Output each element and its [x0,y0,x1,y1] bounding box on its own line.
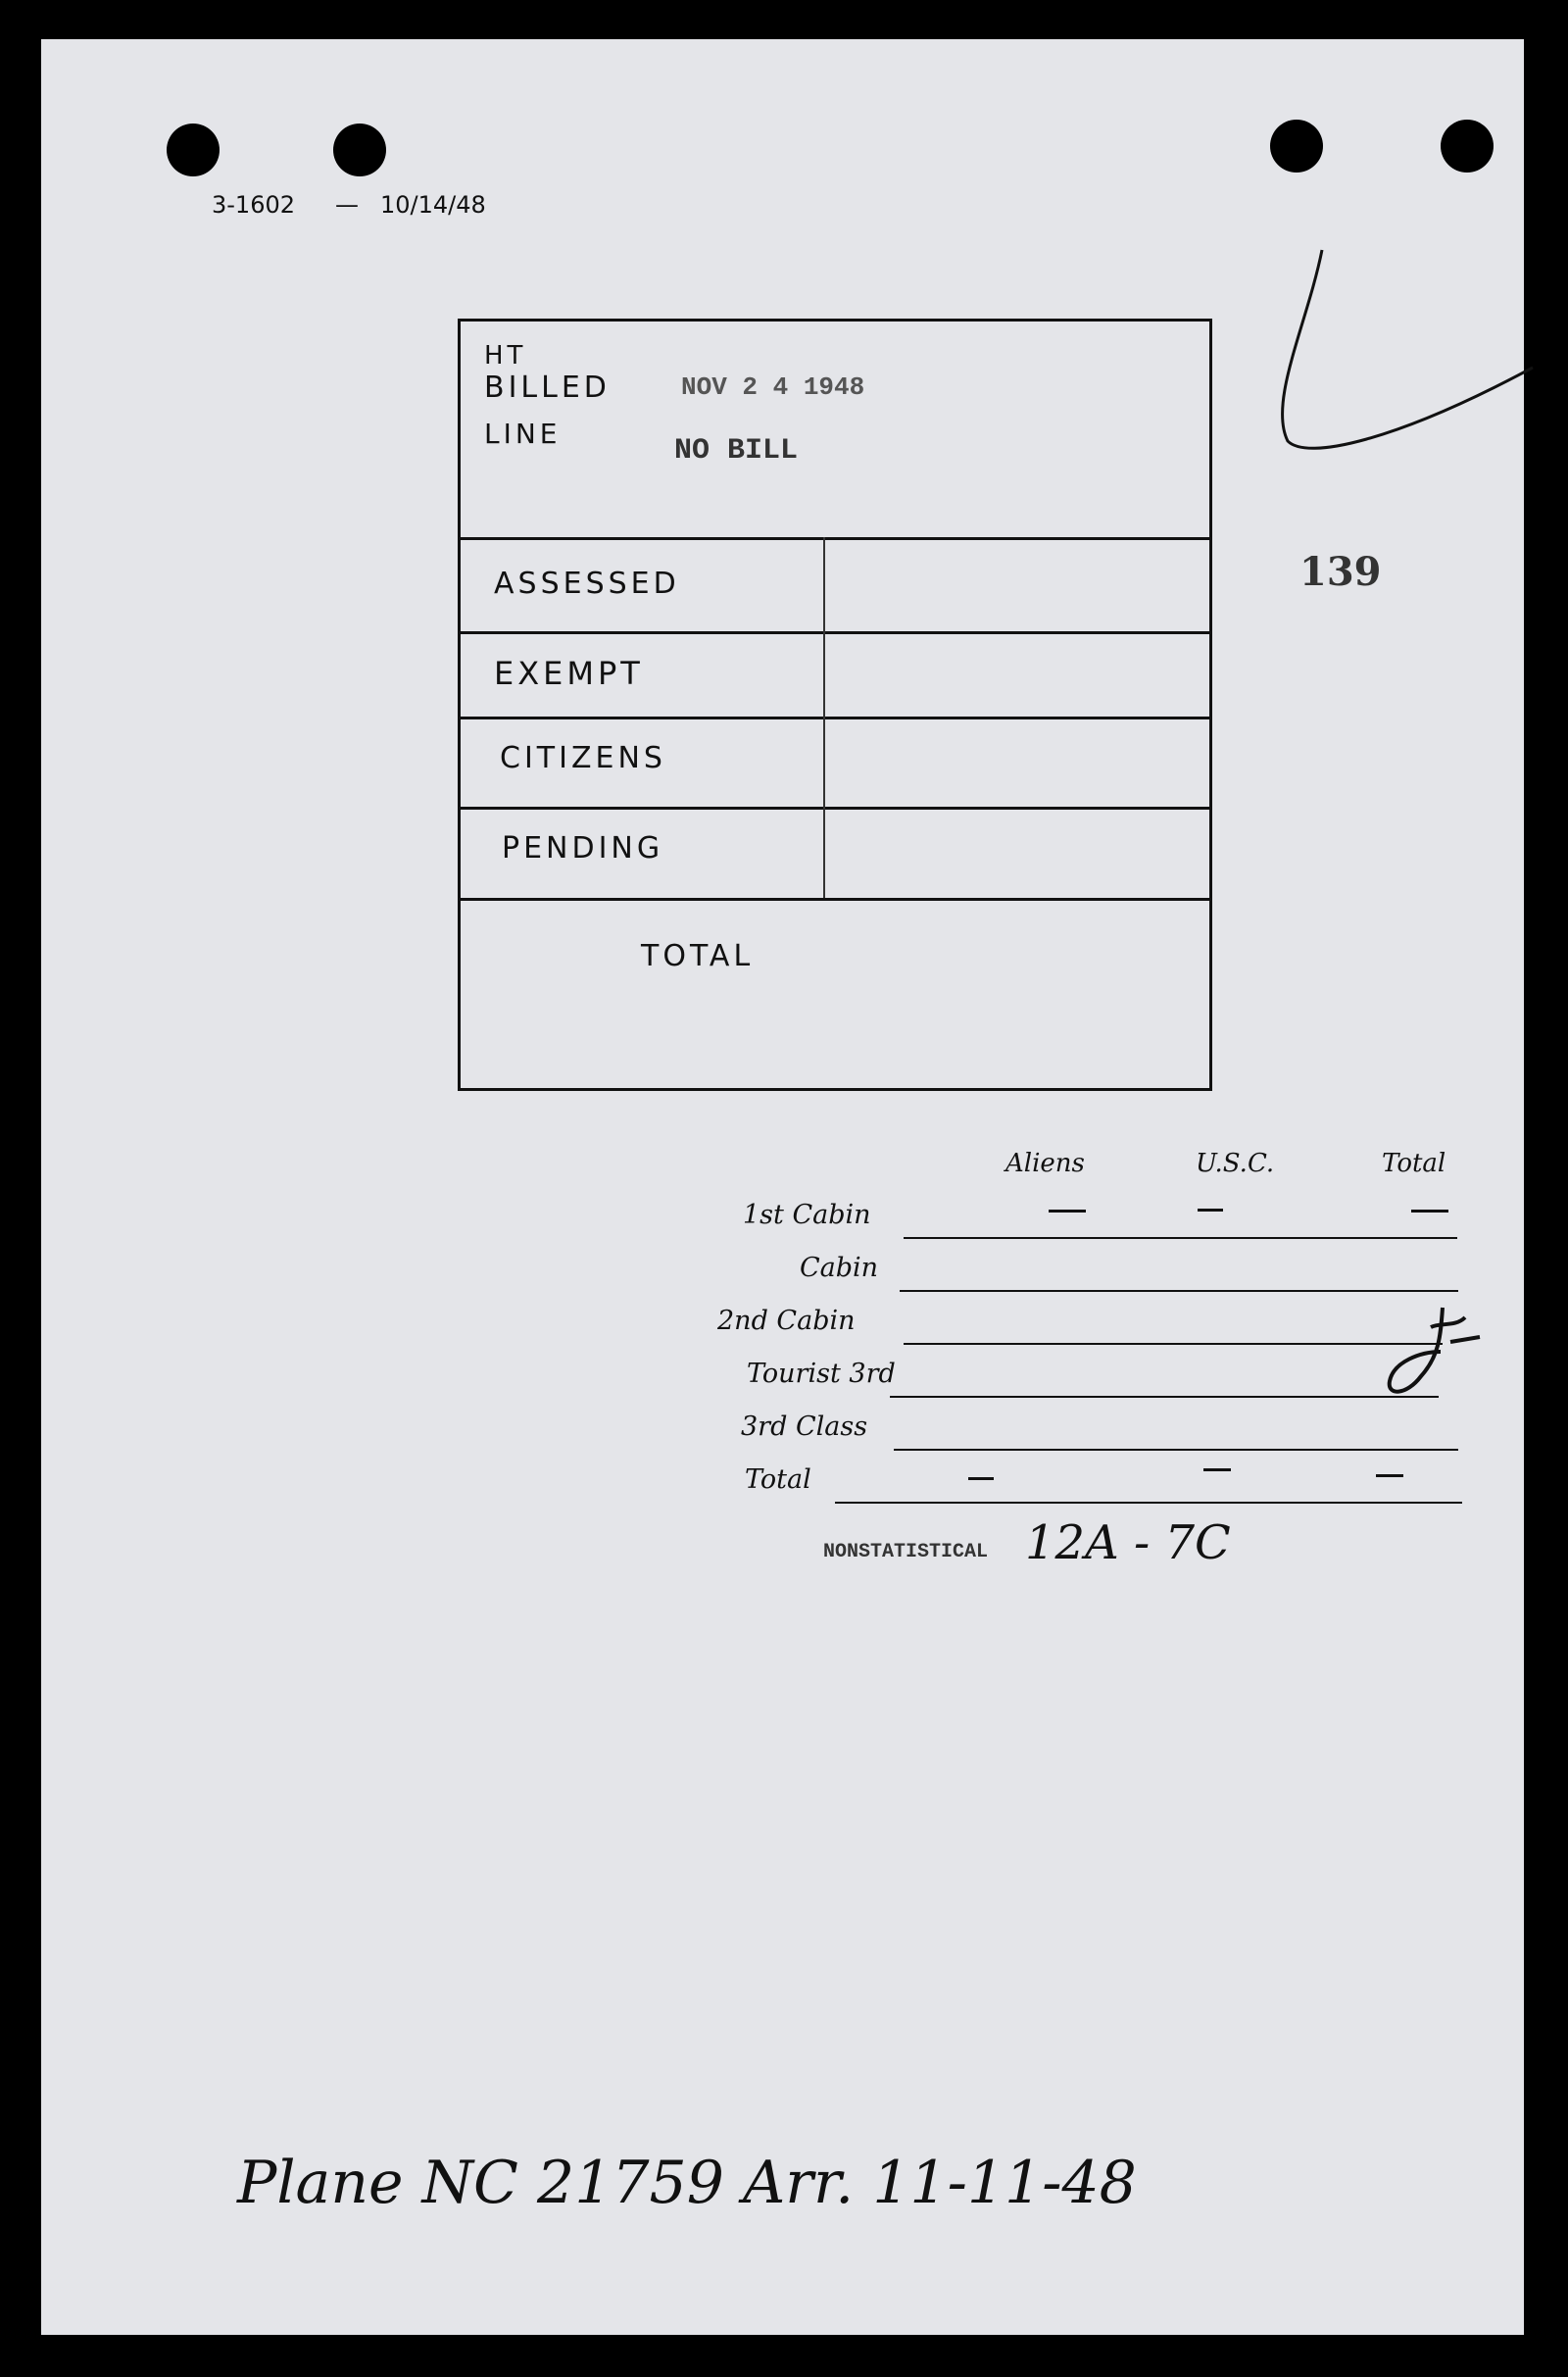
box-divider-2 [461,717,1209,719]
plane-arrival-note: Plane NC 21759 Arr. 11-11-48 [237,2149,1137,2217]
initials-signature-icon [1382,1298,1490,1415]
exempt-label: EXEMPT [494,655,644,692]
dash-total-total [1376,1474,1403,1477]
form-number: 3-1602 [212,191,296,219]
dash-aliens-total [968,1477,994,1480]
assessed-label: ASSESSED [494,567,680,601]
dash-total-1 [1411,1210,1448,1213]
date-separator: — [335,191,359,219]
row-label-1st-cabin: 1st Cabin [743,1200,871,1230]
ht-label: HT [484,341,527,371]
punch-hole-right-2 [1441,120,1494,173]
citizens-label: CITIZENS [500,741,666,775]
billed-label: BILLED [484,371,611,405]
column-header-usc: U.S.C. [1196,1149,1275,1178]
punch-hole-left-2 [333,124,386,176]
row-label-tourist-3rd: Tourist 3rd [747,1359,896,1389]
row-label-cabin: Cabin [800,1253,879,1283]
row-rule-1st-cabin [904,1237,1457,1239]
column-header-total: Total [1382,1149,1446,1178]
box-divider-4 [461,898,1209,901]
received-date-stamp: NOV 2 4 1948 [681,372,865,402]
row-label-total: Total [745,1464,811,1495]
pending-label: PENDING [502,831,664,866]
row-rule-3rd-class [894,1449,1458,1451]
dash-usc-1 [1198,1209,1223,1212]
row-rule-total [835,1502,1462,1504]
header-date: 10/14/48 [380,191,486,219]
total-label: TOTAL [641,939,755,973]
row-rule-tourist-3rd [890,1396,1439,1398]
box-column-divider [823,537,825,898]
row-rule-2nd-cabin [904,1343,1443,1345]
line-label: LINE [484,418,562,450]
box-divider-1 [461,631,1209,634]
nonstatistical-stamp: NONSTATISTICAL [823,1541,989,1563]
punch-hole-right-1 [1270,120,1323,173]
row-label-3rd-class: 3rd Class [741,1411,868,1442]
dash-aliens-1 [1049,1210,1086,1213]
check-mark-icon [1249,206,1543,500]
document-page [41,39,1524,2335]
no-bill-stamp: NO BILL [674,434,799,468]
box-divider-3 [461,807,1209,810]
punch-hole-left-1 [167,124,220,176]
page-number: 139 [1299,549,1382,595]
classification-code: 12A - 7C [1025,1515,1231,1570]
row-rule-cabin [900,1290,1458,1292]
billing-box [458,319,1212,1091]
row-label-2nd-cabin: 2nd Cabin [717,1306,856,1336]
column-header-aliens: Aliens [1005,1149,1085,1178]
dash-usc-total [1203,1468,1231,1471]
box-divider-top [461,537,1209,540]
